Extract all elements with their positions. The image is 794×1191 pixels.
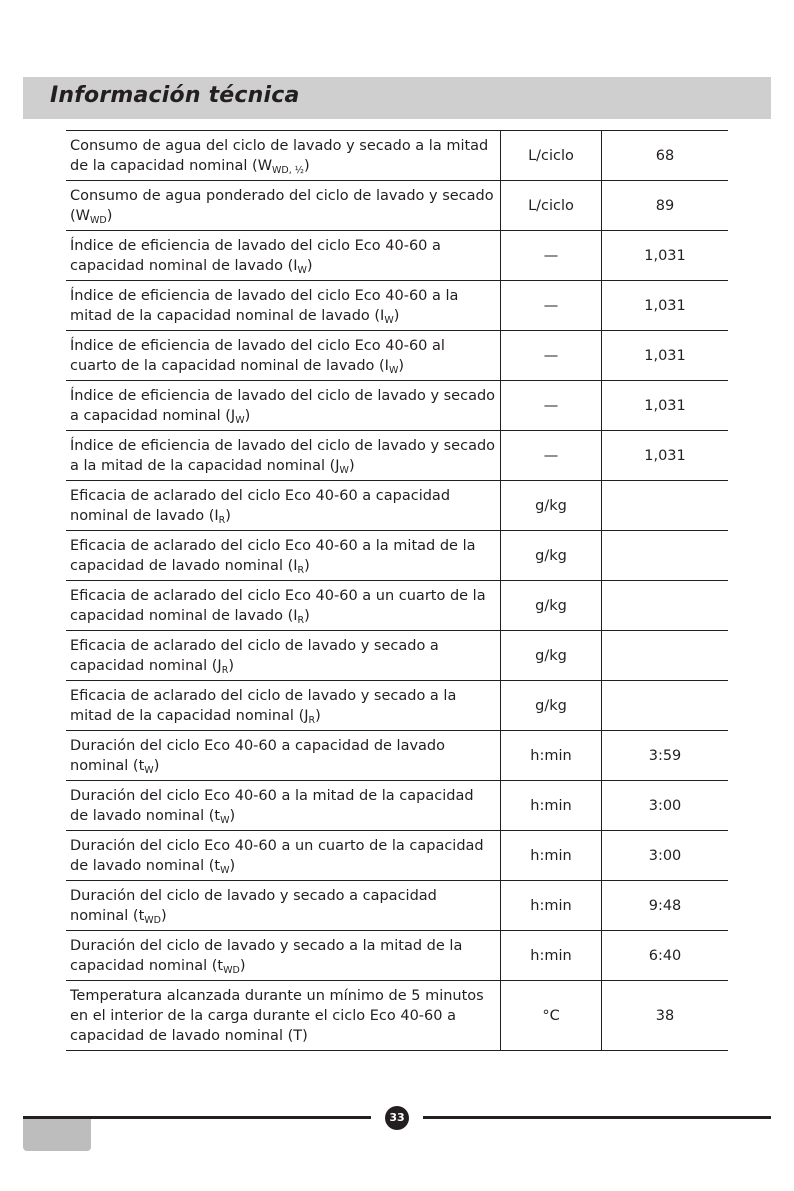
description-subscript: R xyxy=(218,514,226,526)
value-cell: 1,031 xyxy=(602,231,729,281)
unit-cell: L/ciclo xyxy=(501,131,602,181)
description-text: Eficacia de aclarado del ciclo de lavado y secado a capacidad nominal (J xyxy=(70,637,439,674)
description-subscript: R xyxy=(297,564,305,576)
description-tail: ) xyxy=(106,207,113,224)
parameter-description xyxy=(66,131,501,181)
value-cell xyxy=(602,681,729,731)
description-tail: ) xyxy=(228,657,234,674)
unit-cell: — xyxy=(501,281,602,331)
description-text: Eficacia de aclarado del ciclo Eco 40-60 a un cuarto de la capacidad nominal de lavado (I xyxy=(70,587,486,624)
parameter-description xyxy=(66,881,501,931)
unit-cell: g/kg xyxy=(501,531,602,581)
description-text: Eficacia de aclarado del ciclo Eco 40-60 a capacidad nominal de lavado (I xyxy=(70,487,451,524)
description-text: Duración del ciclo de lavado y secado a la mitad de la capacidad nominal (t xyxy=(70,937,463,974)
description-tail: ) xyxy=(153,757,160,774)
value-cell: 1,031 xyxy=(602,281,729,331)
description-tail: ) xyxy=(225,507,231,524)
unit-cell: h:min xyxy=(501,831,602,881)
footer-divider-right xyxy=(423,1116,771,1119)
section-header-bar xyxy=(23,77,771,119)
parameter-description xyxy=(66,731,501,781)
description-subscript: R xyxy=(221,664,229,676)
value-cell: 3:59 xyxy=(602,731,729,781)
value-cell: 89 xyxy=(602,181,729,231)
description-tail: ) xyxy=(306,257,313,274)
description-tail: ) xyxy=(393,307,400,324)
table-row xyxy=(66,831,728,881)
description-subscript: WD xyxy=(144,914,161,926)
table-row xyxy=(66,481,728,531)
description-tail: ) xyxy=(304,157,310,174)
parameter-description xyxy=(66,681,501,731)
parameter-description xyxy=(66,581,501,631)
unit-cell: h:min xyxy=(501,881,602,931)
description-subscript: R xyxy=(308,714,316,726)
unit-cell: g/kg xyxy=(501,481,602,531)
description-subscript: WD, ½ xyxy=(272,164,304,176)
description-text: Temperatura alcanzada durante un mínimo de 5 minutos en el interior de la carga durante el ciclo Eco 40-60 a capacidad de lavado nominal (T) xyxy=(70,987,484,1044)
value-cell: 68 xyxy=(602,131,729,181)
description-subscript: W xyxy=(220,864,230,876)
parameter-description xyxy=(66,381,501,431)
description-subscript: W xyxy=(297,264,307,276)
unit-cell: h:min xyxy=(501,731,602,781)
value-cell: 38 xyxy=(602,981,729,1051)
description-subscript: W xyxy=(235,414,245,426)
description-tail: ) xyxy=(229,807,236,824)
parameter-description xyxy=(66,281,501,331)
value-cell xyxy=(602,581,729,631)
unit-cell: g/kg xyxy=(501,581,602,631)
description-text: Eficacia de aclarado del ciclo Eco 40-60 a la mitad de la capacidad de lavado nominal (I xyxy=(70,537,476,574)
description-text: Duración del ciclo Eco 40-60 a capacidad de lavado nominal (t xyxy=(70,737,446,774)
description-subscript: W xyxy=(388,364,399,376)
unit-cell: °C xyxy=(501,981,602,1051)
description-tail: ) xyxy=(348,457,355,474)
description-text: Consumo de agua del ciclo de lavado y secado a la mitad de la capacidad nominal (W xyxy=(70,137,489,174)
value-cell: 1,031 xyxy=(602,381,729,431)
table-row xyxy=(66,281,728,331)
footer-tab xyxy=(23,1119,91,1151)
description-tail: ) xyxy=(315,707,321,724)
unit-cell: g/kg xyxy=(501,681,602,731)
unit-cell: h:min xyxy=(501,931,602,981)
value-cell: 9:48 xyxy=(602,881,729,931)
value-cell xyxy=(602,531,729,581)
description-subscript: WD xyxy=(90,214,107,226)
table-row xyxy=(66,331,728,381)
description-text: Índice de eficiencia de lavado del ciclo Eco 40-60 al cuarto de la capacidad nominal de lavado (I xyxy=(70,337,445,374)
unit-cell: — xyxy=(501,381,602,431)
unit-cell: h:min xyxy=(501,781,602,831)
value-cell: 3:00 xyxy=(602,831,729,881)
description-text: Consumo de agua ponderado del ciclo de lavado y secado (W xyxy=(70,187,494,224)
description-tail: ) xyxy=(161,907,167,924)
description-text: Índice de eficiencia de lavado del ciclo Eco 40-60 a capacidad nominal de lavado (I xyxy=(70,237,441,274)
description-tail: ) xyxy=(229,857,236,874)
table-row xyxy=(66,731,728,781)
table-row xyxy=(66,131,728,181)
description-text: Eficacia de aclarado del ciclo de lavado y secado a la mitad de la capacidad nominal (J xyxy=(70,687,457,724)
description-text: Duración del ciclo de lavado y secado a capacidad nominal (t xyxy=(70,887,437,924)
unit-cell: g/kg xyxy=(501,631,602,681)
page-title: Información técnica xyxy=(50,83,300,108)
unit-cell: L/ciclo xyxy=(501,181,602,231)
description-tail: ) xyxy=(398,357,405,374)
parameter-description xyxy=(66,631,501,681)
unit-cell: — xyxy=(501,231,602,281)
table-row xyxy=(66,981,728,1051)
value-cell xyxy=(602,631,729,681)
parameter-description xyxy=(66,181,501,231)
parameter-description xyxy=(66,931,501,981)
table-row xyxy=(66,631,728,681)
table-row xyxy=(66,181,728,231)
technical-info-table xyxy=(66,130,728,1051)
page-number-badge: 33 xyxy=(385,1106,409,1130)
parameter-description xyxy=(66,331,501,381)
description-tail: ) xyxy=(244,407,251,424)
value-cell: 6:40 xyxy=(602,931,729,981)
parameter-description xyxy=(66,981,501,1051)
table-row xyxy=(66,931,728,981)
parameter-description xyxy=(66,481,501,531)
description-subscript: W xyxy=(384,314,394,326)
table-row xyxy=(66,781,728,831)
table-row xyxy=(66,681,728,731)
description-subscript: W xyxy=(144,764,154,776)
description-text: Índice de eficiencia de lavado del ciclo de lavado y secado a la mitad de la capacidad nominal (J xyxy=(70,437,496,474)
parameter-description xyxy=(66,431,501,481)
description-tail: ) xyxy=(304,607,310,624)
value-cell: 1,031 xyxy=(602,431,729,481)
description-tail: ) xyxy=(304,557,310,574)
table-row xyxy=(66,231,728,281)
description-subscript: R xyxy=(297,614,305,626)
table-row xyxy=(66,881,728,931)
table-row xyxy=(66,431,728,481)
table-row xyxy=(66,531,728,581)
table-row xyxy=(66,381,728,431)
parameter-description xyxy=(66,531,501,581)
description-text: Índice de eficiencia de lavado del ciclo de lavado y secado a capacidad nominal (J xyxy=(70,387,496,424)
description-subscript: WD xyxy=(223,964,240,976)
value-cell: 1,031 xyxy=(602,331,729,381)
parameter-description xyxy=(66,831,501,881)
description-text: Duración del ciclo Eco 40-60 a un cuarto de la capacidad de lavado nominal (t xyxy=(70,837,484,874)
parameter-description xyxy=(66,231,501,281)
unit-cell: — xyxy=(501,431,602,481)
unit-cell: — xyxy=(501,331,602,381)
description-subscript: W xyxy=(220,814,230,826)
table-row xyxy=(66,581,728,631)
description-tail: ) xyxy=(239,957,246,974)
description-subscript: W xyxy=(339,464,349,476)
parameter-description xyxy=(66,781,501,831)
description-text: Duración del ciclo Eco 40-60 a la mitad de la capacidad de lavado nominal (t xyxy=(70,787,474,824)
value-cell xyxy=(602,481,729,531)
description-text: Índice de eficiencia de lavado del ciclo Eco 40-60 a la mitad de la capacidad nominal de lavado (I xyxy=(70,287,459,324)
value-cell: 3:00 xyxy=(602,781,729,831)
